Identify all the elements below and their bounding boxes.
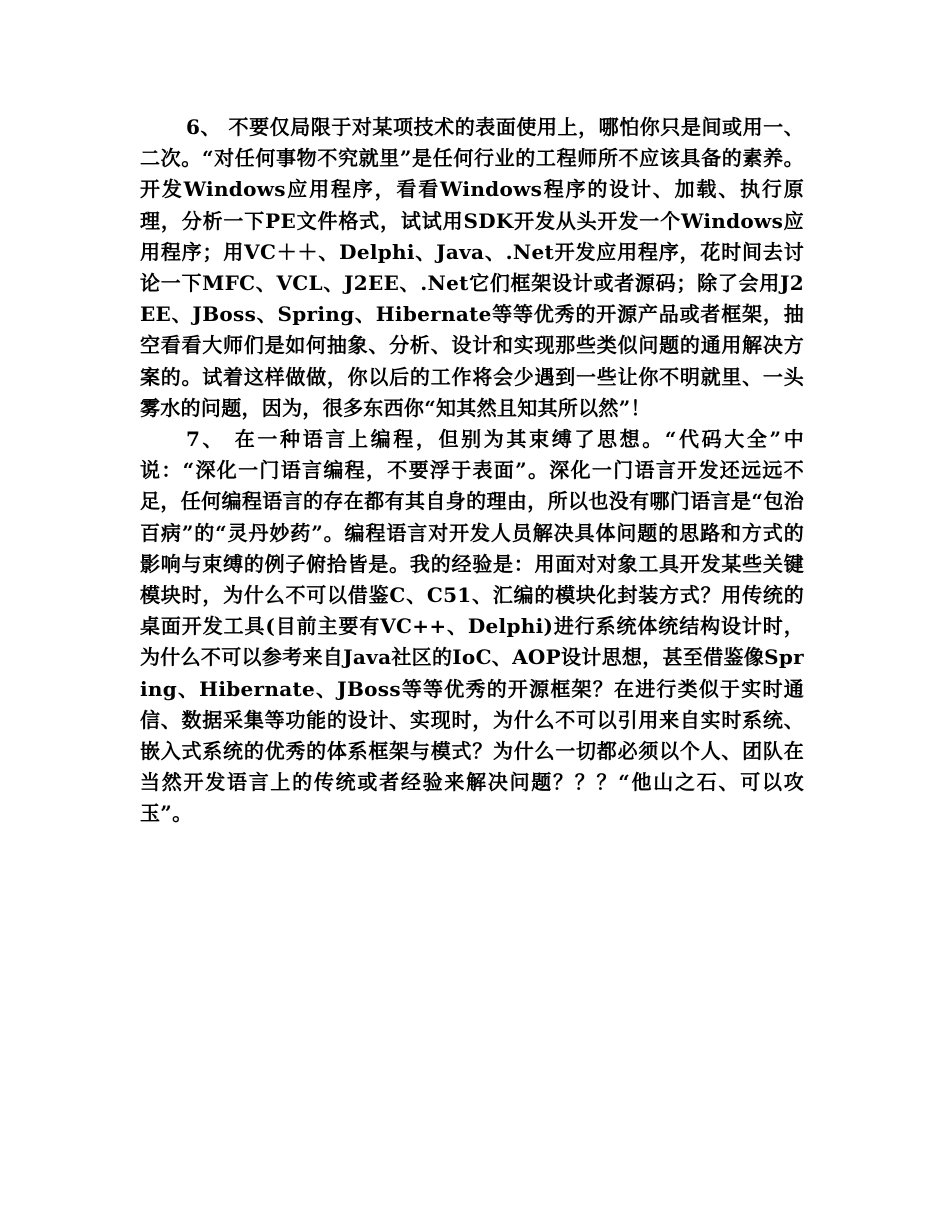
paragraph-7: 7、 在一种语言上编程，但别为其束缚了思想。“代码大全”中说：“深化一门语言编程，不要浮于表面”。深化一门语言开发还远远不足，任何编程语言的存在都有其自身的理由，所以也没有哪门语言是“包治百病”的“灵丹妙药”。编程语言对开发人员解决具体问题的思路和方式的影响与束缚的例子俯拾皆是。我的经验是：用面对对象工具开发某些关键模块时，为什么不可以借鉴C、C51、汇编的模块化封装方式？用传统的桌面开发工具(目前主要有VC++、Delphi)进行系统体统结构设计时，为什么不可以参考来自Java社区的IoC、AOP设计思想，甚至借鉴像Spring、Hibernate、JBoss等等优秀的开源框架？在进行类似于实时通信、数据采集等功能的设计、实现时，为什么不可以引用来自实时系统、嵌入式系统的优秀的体系框架与模式？为什么一切都必须以个人、团队在当然开发语言上的传统或者经验来解决问题？？？“他山之石、可以攻玉”。	[140, 427, 804, 826]
paragraph-6: 6、 不要仅局限于对某项技术的表面使用上，哪怕你只是间或用一、二次。“对任何事物不究就里”是任何行业的工程师所不应该具备的素养。开发Windows应用程序，看看Windows程序的设计、加载、执行原理，分析一下PE文件格式，试试用SDK开发从头开发一个Windows应用程序；用VC＋＋、Delphi、Java、.Net开发应用程序，花时间去讨论一下MFC、VCL、J2EE、.Net它们框架设计或者源码；除了会用J2EE、JBoss、Spring、Hibernate等等优秀的开源产品或者框架，抽空看看大师们是如何抽象、分析、设计和实现那些类似问题的通用解决方案的。试着这样做做，你以后的工作将会少遇到一些让你不明就里、一头雾水的问题，因为，很多东西你“知其然且知其所以然”！	[140, 115, 804, 420]
document-body	[140, 112, 804, 830]
